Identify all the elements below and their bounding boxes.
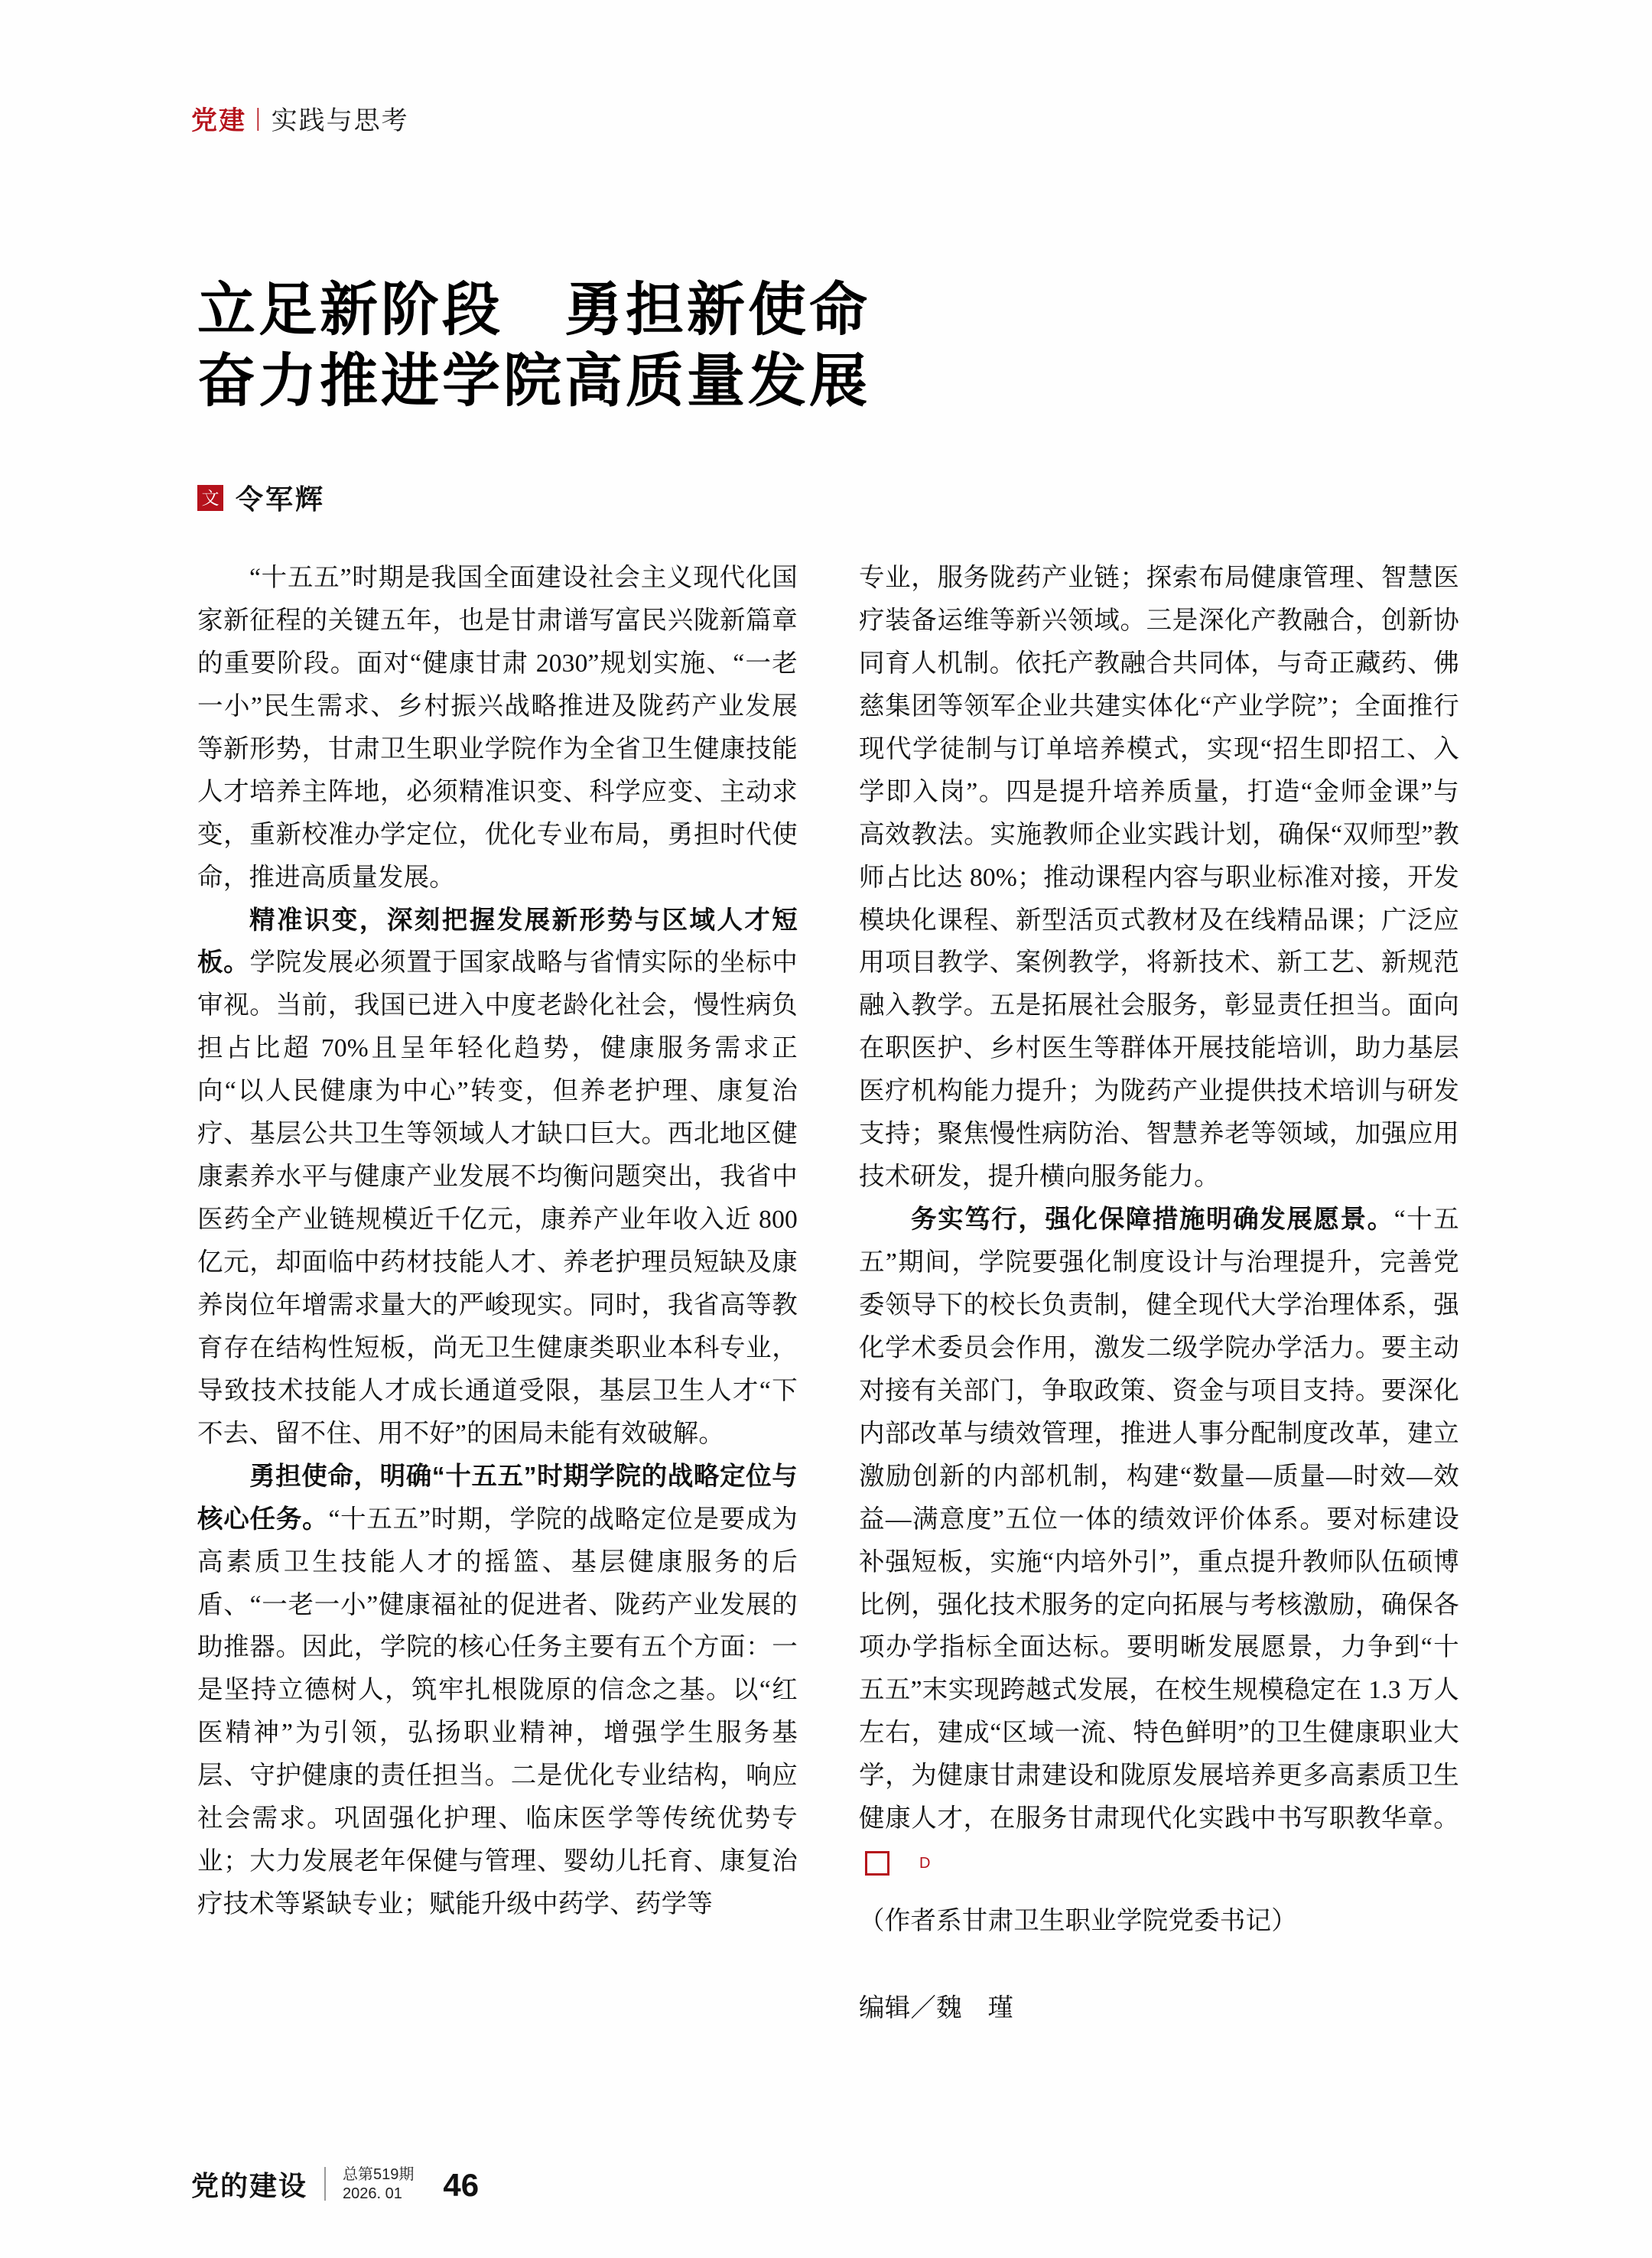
paragraph-text: 学院发展必须置于国家战略与省情实际的坐标中审视。当前，我国已进入中度老龄化社会，慢性病负担占比超 70%且呈年轻化趋势，健康服务需求正向“以人民健康为中心”转变，但养老护理、康复治疗、基层公共卫生等领域人才缺口巨大。西北地区健康素养水平与健康产业发展不均衡问题突出，我省中医药全产业链规模近千亿元，康养产业年收入近 800 亿元，却面临中药材技能人才、养老护理员短缺及康养岗位年增需求量大的严峻现实。同时，我省高等教育存在结构性短板，尚无卫生健康类职业本科专业，导致技术技能人才成长通道受限，基层卫生人才“下不去、留不住、用不好”的困局未能有效破解。 [197, 948, 798, 1448]
paragraph: 专业，服务陇药产业链；探索布局健康管理、智慧医疗装备运维等新兴领域。三是深化产教融合，创新协同育人机制。依托产教融合共同体，与奇正藏药、佛慈集团等领军企业共建实体化“产业学院”；全面推行现代学徒制与订单培养模式，实现“招生即招工、入学即入岗”。四是提升培养质量，打造“金师金课”与高效教法。实施教师企业实践计划，确保“双师型”教师占比达 80%；推动课程内容与职业标准对接，开发模块化课程、新型活页式教材及在线精品课；广泛应用项目教学、案例教学，将新技术、新工艺、新规范融入教学。五是拓展社会服务，彰显责任担当。面向在职医护、乡村医生等群体开展技能培训，助力基层医疗机构能力提升；为陇药产业提供技术培训与研发支持；聚焦慢性病防治、智慧养老等领域，加强应用技术研发，提升横向服务能力。 [859, 564, 1459, 1192]
author-name: 令军辉 [236, 483, 326, 515]
issue-number: 总第519期 [343, 2166, 415, 2183]
footer-divider [324, 2167, 326, 2201]
paragraph: “十五五”时期是我国全面建设社会主义现代化国家新征程的关键五年，也是甘肃谱写富民兴陇新篇章的重要阶段。面对“健康甘肃 2030”规划实施、“一老一小”民生需求、乡村振兴战略推进及陇药产业发展等新形势，甘肃卫生职业学院作为全省卫生健康技能人才培养主阵地，必须精准识变、科学应变、主动求变，重新校准办学定位，优化专业布局，勇担时代使命，推进高质量发展。 [197, 564, 798, 892]
title-line-1: 立足新阶段 勇担新使命 [197, 278, 870, 343]
paragraph-text: “十五五”期间，学院要强化制度设计与治理提升，完善党委领导下的校长负责制，健全现代大学治理体系，强化学术委员会作用，激发二级学院办学活力。要主动对接有关部门，争取政策、资金与项目支持。要深化内部改革与绩效管理，推进人事分配制度改革，建立激励创新的内部机制，构建“数量—质量—时效—效益—满意度”五位一体的绩效评价体系。要对标建设补强短板，实施“内培外引”，重点提升教师队伍硕博比例，强化技术服务的定向拓展与考核激励，确保各项办学指标全面达标。要明晰发展愿景，力争到“十五五”末实现跨越式发展，在校生规模稳定在 1.3 万人左右，建成“区域一流、特色鲜明”的卫生健康职业大学，为健康甘肃建设和陇原发展培养更多高素质卫生健康人才，在服务甘肃现代化实践中书写职教华章。 [859, 1205, 1459, 1833]
paragraph [197, 900, 798, 1456]
wen-badge-icon: 文 [197, 485, 223, 511]
left-column [197, 557, 798, 2030]
paragraph-lead: 精准识变，深刻把握发展新形势与区域人才短板。 [197, 906, 798, 978]
header-separator: | [255, 104, 262, 132]
paragraph [197, 1456, 798, 1926]
issue-date: 2026. 01 [343, 2185, 402, 2202]
paragraph-lead: 务实笃行，强化保障措施明确发展愿景。 [911, 1205, 1394, 1235]
right-column [859, 557, 1459, 2030]
byline [197, 478, 325, 517]
issue-info [343, 2165, 414, 2204]
magazine-name: 党的建设 [191, 2170, 308, 2201]
paragraph-lead: 勇担使命，明确“十五五”时期学院的战略定位与核心任务。 [197, 1462, 798, 1534]
editor-credit: 编辑／魏 瑾 [859, 1994, 1014, 2022]
author-affiliation: （作者系甘肃卫生职业学院党委书记） [859, 1907, 1297, 1936]
article-body [197, 557, 1459, 2030]
paragraph [859, 1199, 1459, 1883]
page-number: 46 [443, 2167, 480, 2203]
article-title [197, 275, 1498, 417]
header-brand: 党建 [191, 106, 246, 135]
end-of-article-mark: D [865, 1851, 889, 1876]
page-footer [191, 2165, 479, 2204]
header-section: 实践与思考 [271, 106, 409, 135]
title-line-2: 奋力推进学院高质量发展 [197, 348, 870, 414]
paragraph-text: “十五五”时期，学院的战略定位是要成为高素质卫生技能人才的摇篮、基层健康服务的后盾、“一老一小”健康福祉的促进者、陇药产业发展的助推器。因此，学院的核心任务主要有五个方面：一是坚持立德树人，筑牢扎根陇原的信念之基。以“红医精神”为引领，弘扬职业精神，增强学生服务基层、守护健康的责任担当。二是优化专业结构，响应社会需求。巩固强化护理、临床医学等传统优势专业；大力发展老年保健与管理、婴幼儿托育、康复治疗技术等紧缺专业；赋能升级中药学、药学等 [197, 1505, 798, 1919]
running-header [191, 99, 409, 137]
